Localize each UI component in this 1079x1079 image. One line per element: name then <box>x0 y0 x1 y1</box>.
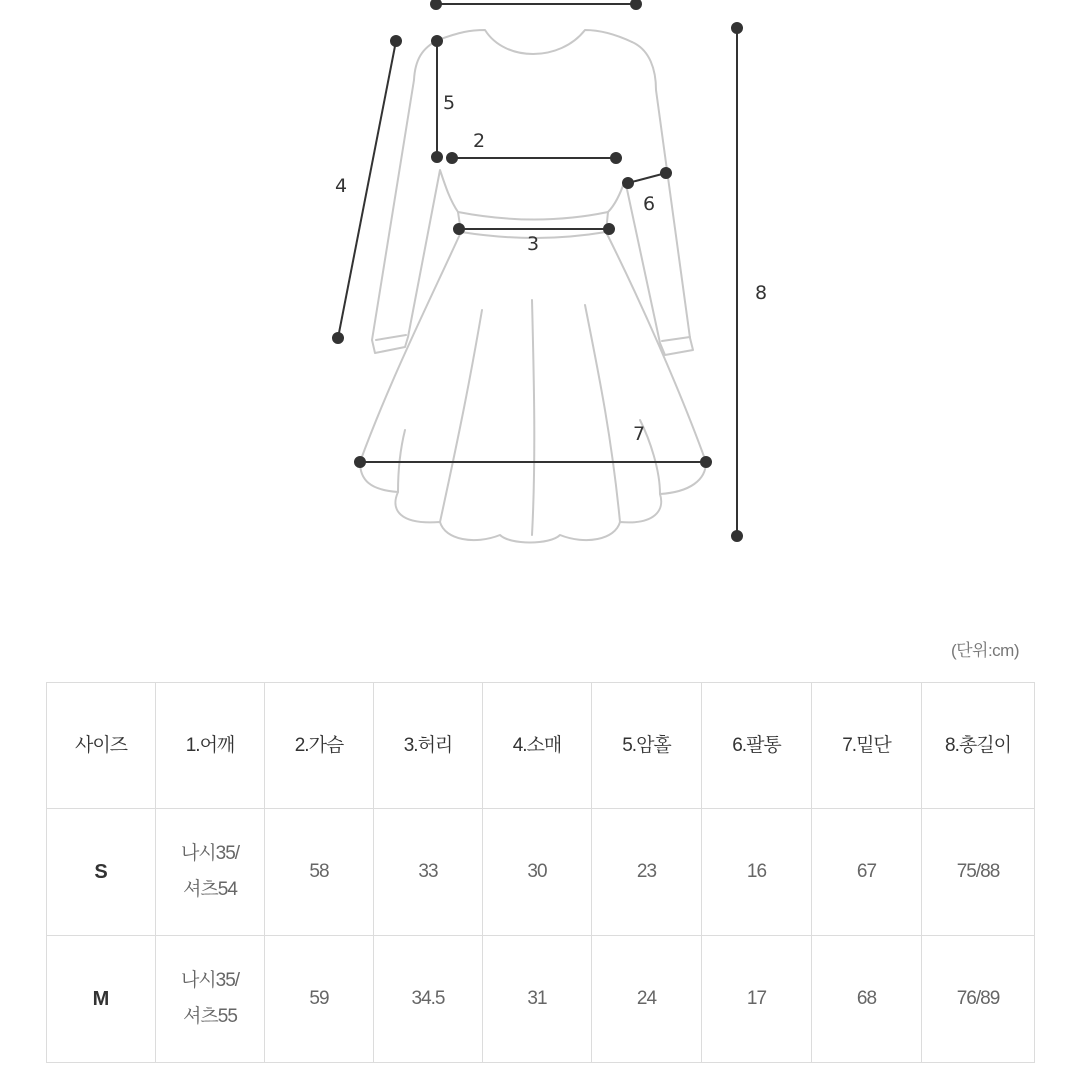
header-shoulder: 1.어깨 <box>156 683 265 809</box>
label-hem: 7 <box>633 423 646 445</box>
label-upper-arm: 6 <box>643 193 656 215</box>
header-hem: 7.밑단 <box>812 683 922 809</box>
size-m: M <box>47 936 156 1063</box>
dress-outline <box>360 30 706 543</box>
label-chest: 2 <box>473 130 486 152</box>
shoulder-line1: 나시35/ <box>180 970 240 991</box>
waist-value: 34.5 <box>374 936 483 1063</box>
header-upper-arm: 6.팔통 <box>702 683 812 809</box>
shoulder-line2: 셔츠55 <box>183 1006 237 1027</box>
unit-note: (단위:cm) <box>950 641 1019 660</box>
chest-value: 58 <box>265 809 374 936</box>
sleeve-value: 30 <box>483 809 592 936</box>
label-waist: 3 <box>527 233 540 255</box>
armhole-value: 23 <box>592 809 702 936</box>
table-header-row <box>47 683 1035 809</box>
shoulder-line1: 나시35/ <box>180 843 240 864</box>
total-length-value: 75/88 <box>922 809 1035 936</box>
upper-arm-value: 17 <box>702 936 812 1063</box>
hem-value: 68 <box>812 936 922 1063</box>
header-total-length: 8.총길이 <box>922 683 1035 809</box>
shoulder-cell <box>156 936 265 1063</box>
table-row <box>47 809 1035 936</box>
label-armhole: 5 <box>443 92 456 114</box>
upper-arm-value: 16 <box>702 809 812 936</box>
header-armhole: 5.암홀 <box>592 683 702 809</box>
table-row <box>47 936 1035 1063</box>
chest-value: 59 <box>265 936 374 1063</box>
size-s: S <box>47 809 156 936</box>
shoulder-cell <box>156 809 265 936</box>
header-size: 사이즈 <box>47 683 156 809</box>
armhole-value: 24 <box>592 936 702 1063</box>
total-length-value: 76/89 <box>922 936 1035 1063</box>
size-chart-table <box>46 682 1035 1063</box>
label-total-length: 8 <box>755 282 768 304</box>
hem-value: 67 <box>812 809 922 936</box>
label-sleeve: 4 <box>335 175 348 197</box>
sleeve-value: 31 <box>483 936 592 1063</box>
header-chest: 2.가슴 <box>265 683 374 809</box>
header-waist: 3.허리 <box>374 683 483 809</box>
header-sleeve: 4.소매 <box>483 683 592 809</box>
shoulder-line2: 셔츠54 <box>183 879 237 900</box>
waist-value: 33 <box>374 809 483 936</box>
